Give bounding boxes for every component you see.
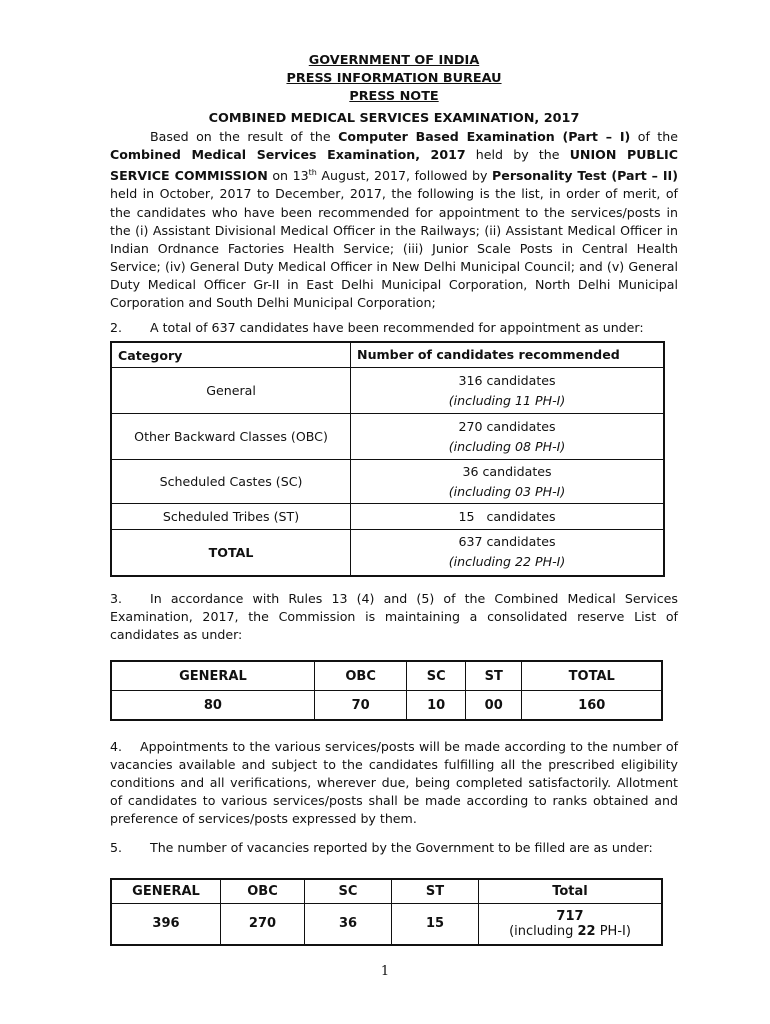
vacancies-table bbox=[110, 878, 663, 946]
category-cell-total: TOTAL bbox=[111, 530, 351, 576]
count-text: 270 candidates bbox=[458, 418, 556, 434]
table-header: SC bbox=[305, 879, 392, 903]
table-header-row bbox=[111, 879, 662, 903]
document-page bbox=[110, 52, 678, 337]
total-value: 717 bbox=[556, 908, 584, 924]
para1-text-2: of the bbox=[630, 129, 678, 144]
paragraph-1 bbox=[110, 128, 678, 312]
table-cell: 270 bbox=[221, 903, 305, 945]
count-note: (including 03 PH-I) bbox=[448, 483, 566, 499]
total-note-number: 22 bbox=[577, 923, 596, 939]
table-header: Number of candidates recommended bbox=[351, 342, 664, 368]
table-cell: 10 bbox=[407, 691, 466, 721]
total-note bbox=[479, 924, 661, 939]
table-cell: 15 bbox=[392, 903, 479, 945]
para1-bold-2: Combined Medical Services Examination, 2017 bbox=[110, 147, 466, 163]
count-cell bbox=[351, 368, 664, 414]
count-text: 637 candidates bbox=[458, 534, 556, 550]
paragraph-4 bbox=[110, 738, 678, 828]
table-header: GENERAL bbox=[111, 879, 221, 903]
count-note: (including 08 PH-I) bbox=[448, 438, 566, 454]
para1-text-6: held in October, 2017 to December, 2017, the following is the list, in order of merit, of the candidates who have been recommended for appointment to the services/posts in the (i) Assistant Divisional Medical Officer in the Railways; (ii) Assistant Medical Officer in Indian Ordnance Factories Health Service; (iii) Junior Scale Posts in Central Health Service; (iv) General Duty Medical Officer in New Delhi Municipal Council; and (v) General Duty Medical Officer Gr-II in East Delhi Municipal Corporation, North Delhi Municipal Corporation and South Delhi Municipal Corporation; bbox=[110, 186, 678, 311]
paragraph-2 bbox=[110, 319, 678, 337]
table-header: ST bbox=[392, 879, 479, 903]
para2-number: 2. bbox=[110, 320, 123, 336]
table-cell: 396 bbox=[111, 903, 221, 945]
table-row bbox=[111, 414, 664, 460]
total-note-post: PH-I) bbox=[595, 923, 631, 939]
table-header: OBC bbox=[221, 879, 305, 903]
count-note: (including 22 PH-I) bbox=[448, 554, 566, 570]
para4-text: Appointments to the various services/posts will be made according to the number of vacancies available and subject to the candidates fulfilling all the prescribed eligibility conditions and all verifications, wherever due, being completed satisfactorily. Allotment of candidates to various services/posts shall be made according to ranks obtained and preference of services/posts expressed by them. bbox=[110, 739, 678, 827]
paragraph-5 bbox=[110, 839, 678, 857]
category-cell: Other Backward Classes (OBC) bbox=[111, 414, 351, 460]
table-header: SC bbox=[407, 661, 466, 691]
category-cell: Scheduled Tribes (ST) bbox=[111, 504, 351, 530]
para1-text-1: Based on the result of the bbox=[150, 129, 339, 144]
paragraph-3 bbox=[110, 590, 678, 644]
table-cell: 36 bbox=[305, 903, 392, 945]
para1-superscript: th bbox=[308, 168, 317, 178]
para3-number: 3. bbox=[110, 591, 123, 606]
table-cell: 80 bbox=[111, 691, 314, 721]
para1-bold-4: Personality Test (Part – II) bbox=[492, 168, 678, 184]
header-pib: PRESS INFORMATION BUREAU bbox=[286, 71, 502, 86]
table-header: GENERAL bbox=[111, 661, 314, 691]
para1-bold-1: Computer Based Examination (Part – I) bbox=[338, 129, 631, 144]
table-row bbox=[111, 368, 664, 414]
table-header: Category bbox=[111, 342, 351, 368]
reserve-list-table bbox=[110, 660, 663, 721]
table-row bbox=[111, 903, 662, 945]
table-header: TOTAL bbox=[522, 661, 662, 691]
para2-text: A total of 637 candidates have been recommended for appointment as under: bbox=[150, 320, 644, 336]
header-govt: GOVERNMENT OF INDIA bbox=[308, 53, 480, 68]
table-header: ST bbox=[465, 661, 522, 691]
table-cell-total bbox=[479, 903, 663, 945]
total-note-pre: (including bbox=[509, 923, 578, 939]
table-header-row bbox=[111, 661, 662, 691]
count-text: 316 candidates bbox=[458, 372, 556, 388]
category-cell: General bbox=[111, 368, 351, 414]
table-row bbox=[111, 460, 664, 504]
count-cell bbox=[351, 414, 664, 460]
para5-number: 5. bbox=[110, 840, 123, 855]
table-row bbox=[111, 691, 662, 721]
count-cell bbox=[351, 460, 664, 504]
header-press-note: PRESS NOTE bbox=[349, 89, 439, 104]
table-header-row bbox=[111, 342, 664, 368]
count-cell bbox=[351, 530, 664, 576]
para1-text-4: on 13 bbox=[267, 168, 309, 184]
para1-text-3: held by the bbox=[465, 147, 570, 163]
table-row-total bbox=[111, 530, 664, 576]
table-row bbox=[111, 504, 664, 530]
para4-number: 4. bbox=[110, 739, 123, 754]
para1-text-5: August, 2017, followed by bbox=[316, 168, 493, 184]
para5-text: The number of vacancies reported by the Government to be filled are as under: bbox=[150, 840, 653, 855]
count-text: 36 candidates bbox=[462, 463, 552, 479]
document-title: COMBINED MEDICAL SERVICES EXAMINATION, 2017 bbox=[208, 111, 580, 126]
recommended-candidates-table bbox=[110, 341, 665, 577]
table-header: Total bbox=[479, 879, 663, 903]
table-header: OBC bbox=[314, 661, 407, 691]
table-cell: 160 bbox=[522, 691, 662, 721]
category-cell: Scheduled Castes (SC) bbox=[111, 460, 351, 504]
table-cell: 00 bbox=[465, 691, 522, 721]
page-number: 1 bbox=[380, 964, 390, 979]
para1-bold-3: UNION PUBLIC SERVICE COMMISSION bbox=[110, 147, 678, 184]
count-cell: 15 candidates bbox=[351, 504, 664, 530]
para3-text: In accordance with Rules 13 (4) and (5) of the Combined Medical Services Examination, 2017, the Commission is maintaining a consolidated reserve List of candidates as under: bbox=[110, 591, 678, 643]
count-note: (including 11 PH-I) bbox=[448, 392, 566, 408]
table-cell: 70 bbox=[314, 691, 407, 721]
